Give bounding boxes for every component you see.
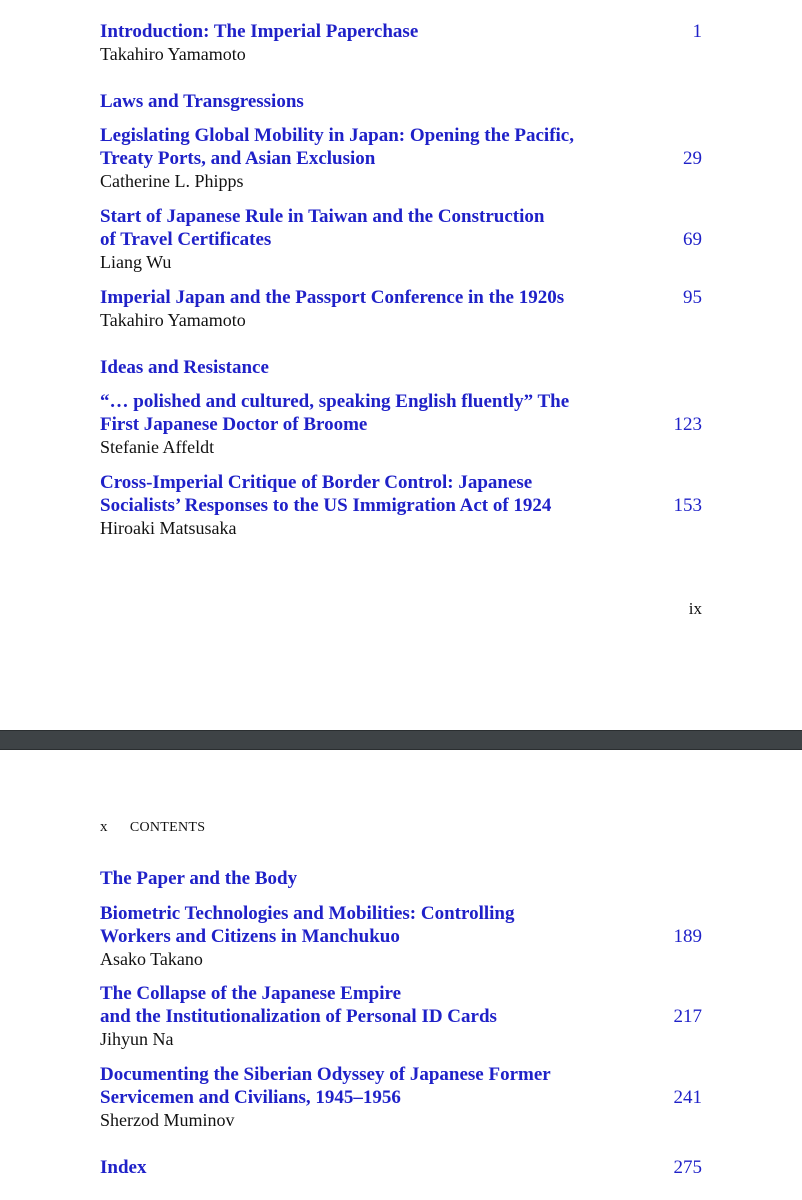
index-link[interactable]: Index bbox=[100, 1157, 147, 1178]
page-divider bbox=[0, 730, 802, 750]
chapter-title-link[interactable]: Cross-Imperial Critique of Border Control: Japanese bbox=[100, 472, 533, 493]
toc-entry bbox=[100, 124, 574, 193]
section-heading[interactable]: Laws and Transgressions bbox=[100, 91, 304, 112]
chapter-title-link[interactable]: Treaty Ports, and Asian Exclusion bbox=[100, 148, 376, 169]
toc-entry bbox=[100, 1063, 551, 1132]
toc-entry bbox=[100, 902, 515, 971]
chapter-title-link[interactable]: of Travel Certificates bbox=[100, 229, 272, 250]
chapter-page-number[interactable]: 123 bbox=[673, 414, 702, 435]
chapter-title-link[interactable]: First Japanese Doctor of Broome bbox=[100, 414, 368, 435]
chapter-author: Liang Wu bbox=[100, 252, 172, 272]
chapter-page-number[interactable]: 95 bbox=[683, 287, 702, 308]
chapter-author: Jihyun Na bbox=[100, 1029, 174, 1049]
chapter-title-link[interactable]: Imperial Japan and the Passport Conference in the 1920s bbox=[100, 287, 565, 308]
toc-page-x bbox=[0, 750, 802, 1200]
running-head-folio: x bbox=[100, 819, 108, 835]
chapter-title-link[interactable]: Documenting the Siberian Odyssey of Japanese Former bbox=[100, 1064, 551, 1085]
chapter-page-number[interactable]: 69 bbox=[683, 229, 702, 250]
chapter-page-number[interactable]: 217 bbox=[673, 1006, 702, 1027]
chapter-title-link[interactable]: Workers and Citizens in Manchukuo bbox=[100, 926, 400, 947]
chapter-title-link[interactable]: and the Institutionalization of Personal ID Cards bbox=[100, 1006, 497, 1027]
running-head bbox=[100, 819, 205, 836]
chapter-title-link[interactable]: Biometric Technologies and Mobilities: Controlling bbox=[100, 903, 515, 924]
chapter-title-link[interactable]: Legislating Global Mobility in Japan: Opening the Pacific, bbox=[100, 125, 574, 146]
chapter-author: Catherine L. Phipps bbox=[100, 171, 244, 191]
toc-entry bbox=[100, 471, 551, 540]
chapter-author: Asako Takano bbox=[100, 949, 203, 969]
toc-entry bbox=[100, 205, 544, 274]
toc-entry bbox=[100, 286, 564, 332]
toc-entry bbox=[100, 20, 418, 66]
chapter-title-link[interactable]: Introduction: The Imperial Paperchase bbox=[100, 21, 419, 42]
chapter-title-link[interactable]: Socialists’ Responses to the US Immigration Act of 1924 bbox=[100, 495, 552, 516]
chapter-title-link[interactable]: “… polished and cultured, speaking English fluently” The bbox=[100, 391, 570, 412]
running-head-label: CONTENTS bbox=[129, 820, 206, 835]
section-heading[interactable]: Ideas and Resistance bbox=[100, 357, 269, 378]
chapter-title-link[interactable]: Servicemen and Civilians, 1945–1956 bbox=[100, 1087, 401, 1108]
chapter-author: Takahiro Yamamoto bbox=[100, 44, 246, 64]
chapter-title-link[interactable]: Start of Japanese Rule in Taiwan and the Construction bbox=[100, 206, 545, 227]
chapter-page-number[interactable]: 189 bbox=[673, 926, 702, 947]
chapter-author: Hiroaki Matsusaka bbox=[100, 518, 237, 538]
chapter-author: Takahiro Yamamoto bbox=[100, 310, 246, 330]
toc-entry bbox=[100, 390, 569, 459]
index-page-number[interactable]: 275 bbox=[673, 1157, 702, 1178]
chapter-page-number[interactable]: 241 bbox=[673, 1087, 702, 1108]
chapter-page-number[interactable]: 29 bbox=[683, 148, 702, 169]
page-folio: ix bbox=[688, 599, 702, 618]
chapter-title-link[interactable]: The Collapse of the Japanese Empire bbox=[100, 983, 402, 1004]
toc-entry bbox=[100, 982, 497, 1051]
chapter-author: Sherzod Muminov bbox=[100, 1110, 235, 1130]
chapter-page-number[interactable]: 153 bbox=[673, 495, 702, 516]
chapter-page-number[interactable]: 1 bbox=[692, 21, 702, 42]
section-heading[interactable]: The Paper and the Body bbox=[100, 868, 298, 889]
chapter-author: Stefanie Affeldt bbox=[100, 437, 215, 457]
